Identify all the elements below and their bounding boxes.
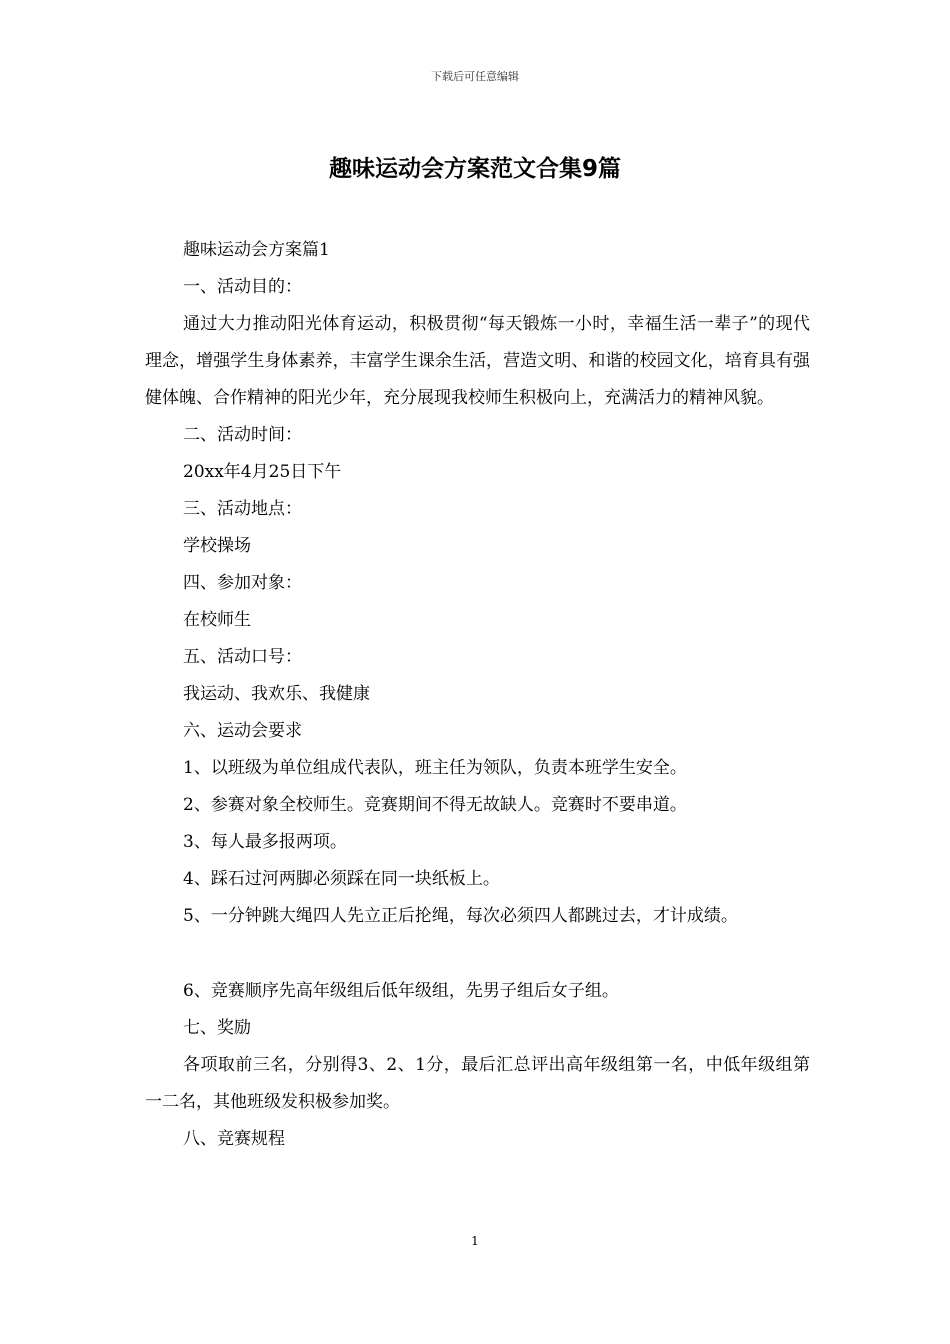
requirement-item: 2、参赛对象全校师生。竞赛期间不得无故缺人。竞赛时不要串道。 [183,795,687,815]
paragraph-time: 20xx年4月25日下午 [183,462,342,482]
heading-requirements: 六、运动会要求 [183,721,302,741]
heading-rules: 八、竞赛规程 [183,1129,285,1149]
heading-purpose: 一、活动目的： [183,277,302,297]
document-body [145,232,810,1158]
blank-line [145,935,810,973]
heading-slogan: 五、活动口号： [183,647,302,667]
heading-location: 三、活动地点： [183,499,302,519]
page-number: 1 [471,1234,479,1248]
heading-awards: 七、奖励 [183,1018,251,1038]
paragraph-location: 学校操场 [183,536,251,556]
requirement-item: 5、一分钟跳大绳四人先立正后抡绳，每次必须四人都跳过去，才计成绩。 [183,906,738,926]
document-title: 趣味运动会方案范文合集9篇 [328,156,621,182]
header-note: 下载后可任意编辑 [431,70,519,83]
requirement-item: 4、踩石过河两脚必须踩在同一块纸板上。 [183,869,500,889]
paragraph-awards: 各项取前三名，分别得3、2、1分，最后汇总评出高年级组第一名，中低年级组第一二名，其他班级发积极参加奖。 [145,1055,810,1112]
heading-time: 二、活动时间： [183,425,302,445]
requirement-item: 3、每人最多报两项。 [183,832,347,852]
heading-participants: 四、参加对象： [183,573,302,593]
requirement-item: 6、竞赛顺序先高年级组后低年级组，先男子组后女子组。 [183,981,619,1001]
section-heading: 趣味运动会方案篇1 [183,240,330,260]
requirement-item: 1、以班级为单位组成代表队，班主任为领队，负责本班学生安全。 [183,758,687,778]
paragraph-slogan: 我运动、我欢乐、我健康 [183,684,370,704]
paragraph-participants: 在校师生 [183,610,251,630]
paragraph-purpose: 通过大力推动阳光体育运动，积极贯彻“每天锻炼一小时，幸福生活一辈子”的现代理念，增强学生身体素养，丰富学生课余生活，营造文明、和谐的校园文化，培育具有强健体魄、合作精神的阳光少年，充分展现我校师生积极向上，充满活力的精神风貌。 [145,314,810,408]
